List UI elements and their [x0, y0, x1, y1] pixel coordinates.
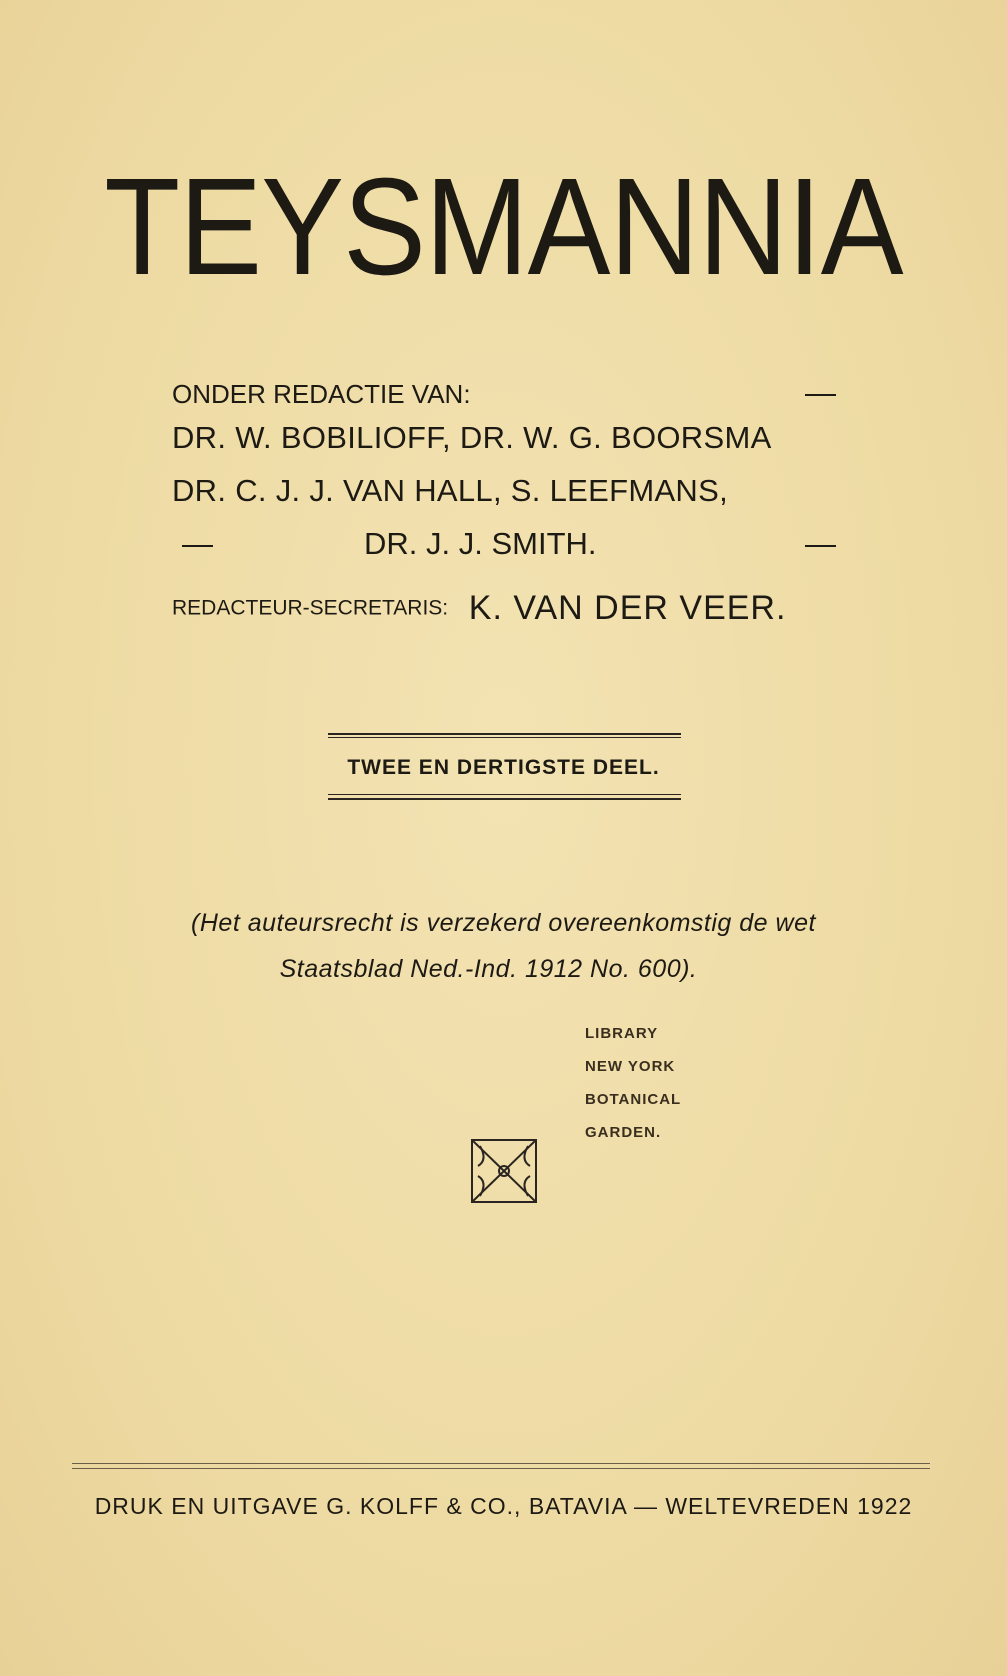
editor-line-1: DR. W. BOBILIOFF, DR. W. G. BOORSMA [172, 420, 772, 455]
rule-bottom [328, 798, 681, 800]
copyright-line-2: Staatsblad Ned.-Ind. 1912 No. 600). [279, 955, 698, 983]
editors-label-row [172, 377, 836, 408]
secretary-name: K. VAN DER VEER. [468, 588, 787, 627]
stamp-line-3: BOTANICAL [585, 1091, 682, 1108]
editor-line-3: DR. J. J. SMITH. [364, 526, 597, 561]
imprint-rule-2 [72, 1468, 930, 1469]
secretary-row [172, 590, 836, 625]
dash-right-1: — [805, 375, 836, 410]
secretary-label: REDACTEUR-SECRETARIS: [172, 596, 449, 620]
dash-left-3: — [182, 526, 213, 561]
editor-line-2: DR. C. J. J. VAN HALL, S. LEEFMANS, [172, 473, 728, 508]
dash-right-3: — [805, 526, 836, 561]
stamp-line-2: NEW YORK [585, 1058, 676, 1075]
editors-label: ONDER REDACTIE VAN: [172, 379, 471, 409]
rule-top-thin [328, 737, 681, 738]
volume-title: TWEE EN DERTIGSTE DEEL. [347, 756, 660, 779]
stamp-line-4: GARDEN. [585, 1124, 662, 1141]
journal-title: TEYSMANNIA [104, 150, 903, 304]
rule-top [328, 733, 681, 735]
library-emblem-icon [468, 1136, 540, 1206]
copyright-line-1: (Het auteursrecht is verzekerd overeenkomstig de wet [191, 909, 816, 937]
imprint-rule-1 [72, 1463, 930, 1464]
stamp-line-1: LIBRARY [585, 1025, 659, 1042]
imprint: DRUK EN UITGAVE G. KOLFF & CO., BATAVIA — WELTEVREDEN 1922 [94, 1493, 913, 1519]
rule-bottom-thin [328, 794, 681, 795]
